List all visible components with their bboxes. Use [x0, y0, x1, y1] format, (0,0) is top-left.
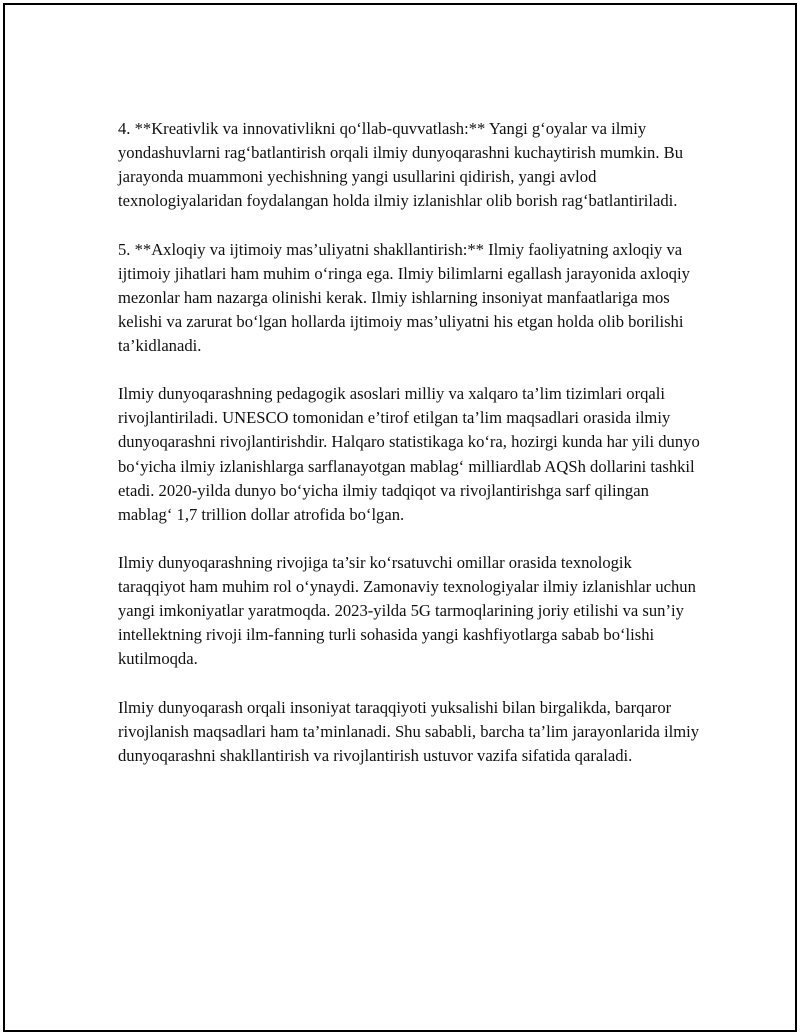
paragraph-conclusion: Ilmiy dunyoqarash orqali insoniyat taraqqiyoti yuksalishi bilan birgalikda, barqaror rivojlanish maqsadlari ham ta’minlanadi. Shu sababli, barcha ta’lim jarayonlarida ilmiy dunyoqarashni shakllantirish va rivojlantirish ustuvor vazifa sifatida qaraladi.: [118, 697, 700, 765]
paragraph-technology-factors: Ilmiy dunyoqarashning rivojiga ta’sir ko‘rsatuvchi omillar orasida texnologik taraqqiyot ham muhim rol o‘ynaydi. Zamonaviy texnologiyalar ilmiy izlanishlar uchun yangi imkoniyatlar yaratmoqda. 2023-yilda 5G tarmoqlarining joriy etilishi va sun’iy intellektning rivoji ilm-fanning turli sohasida yangi kashfiyotlarga sabab bo‘lishi kutilmoqda.: [118, 552, 696, 669]
paragraph-creativity: 4. **Kreativlik va innovativlikni qo‘llab-quvvatlash:** Yangi g‘oyalar va ilmiy yondashuvlarni rag‘batlantirish orqali ilmiy dunyoqarashni kuchaytirish mumkin. Bu jarayonda muammoni yechishning yangi usullarini qidirish, yangi avlod texnologiyalaridan foydalangan holda ilmiy izlanishlar olib borish rag‘batlantiriladi.: [118, 119, 684, 211]
document-body: [118, 117, 703, 792]
paragraph-ethics: 5. **Axloqiy va ijtimoiy mas’uliyatni shakllantirish:** Ilmiy faoliyatning axloqiy va ijtimoiy jihatlari ham muhim o‘ringa ega. Ilmiy bilimlarni egallash jarayonida axloqiy mezonlar ham nazarga olinishi kerak. Ilmiy ishlarning insoniyat manfaatlariga mos kelishi va zarurat bo‘lgan hollarda ijtimoiy mas’uliyatni his etgan holda olib borilishi ta’kidlanadi.: [118, 239, 690, 355]
paragraph-pedagogical-foundations: Ilmiy dunyoqarashning pedagogik asoslari milliy va xalqaro ta’lim tizimlari orqali rivojlantiriladi. UNESCO tomonidan e’tirof etilgan ta’lim maqsadlari orasida ilmiy dunyoqarashni rivojlantirishdir. Halqaro statistikaga ko‘ra, hozirgi kunda har yili dunyo bo‘yicha ilmiy izlanishlarga sarflanayotgan mablag‘ milliardlab AQSh dollarini tashkil etadi. 2020-yilda dunyo bo‘yicha ilmiy tadqiqot va rivojlantirishga sarf qilingan mablag‘ 1,7 trillion dollar atrofida bo‘lgan.: [118, 384, 700, 524]
